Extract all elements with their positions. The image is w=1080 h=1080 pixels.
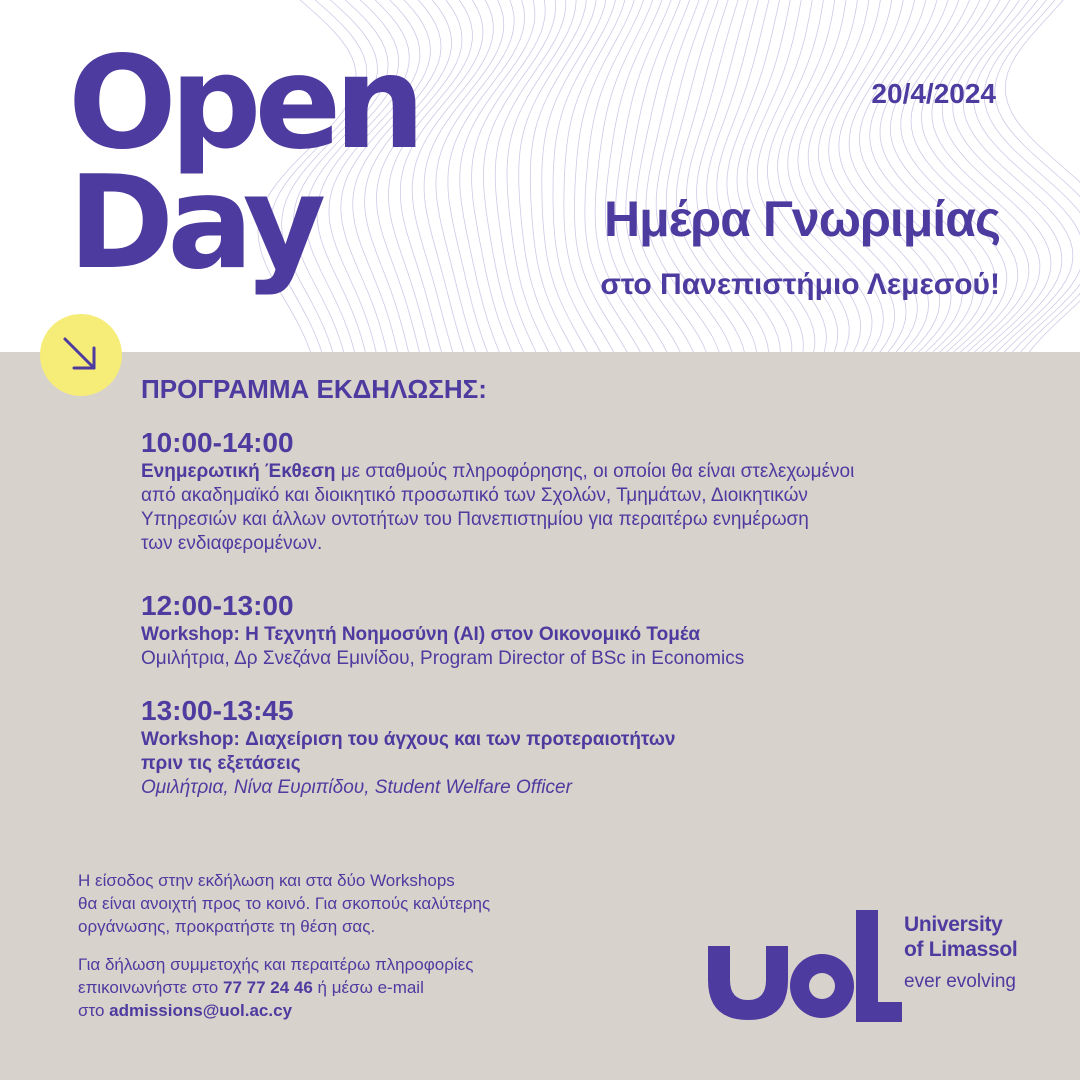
slot-desc-line: από ακαδημαϊκό και διοικητικό προσωπικό των Σχολών, Τμημάτων, Διοικητικών xyxy=(141,485,808,506)
title-line-day: Day xyxy=(68,149,320,298)
slot-workshop-title: πριν τις εξετάσεις xyxy=(141,753,301,774)
email-link[interactable]: admissions@uol.ac.cy xyxy=(109,1001,293,1020)
wave-line xyxy=(483,0,555,352)
contact-info-line xyxy=(78,999,473,1022)
slot-desc-line: Υπηρεσιών και άλλων οντοτήτων του Πανεπιστημίου για περαιτέρω ενημέρωση xyxy=(141,509,809,530)
slot-bold-lead: Ενημερωτική Έκθεση xyxy=(141,461,336,482)
arrow-badge xyxy=(40,314,122,396)
program-slot-2 xyxy=(141,589,1001,671)
title-line-open: Open xyxy=(68,29,419,178)
slot-speaker: Ομιλήτρια, Νίνα Ευριπίδου, Student Welfare Officer xyxy=(141,777,572,798)
entry-info-line: οργάνωσης, προκρατήστε τη θέση σας. xyxy=(78,917,376,936)
slot-description xyxy=(141,728,1001,800)
university-name xyxy=(904,912,1017,994)
wave-line xyxy=(519,0,587,352)
wave-line xyxy=(472,0,546,352)
contact-info-line: Για δήλωση συμμετοχής και περαιτέρω πληροφορίες xyxy=(78,955,474,974)
contact-text: επικοινωνήστε στο xyxy=(78,978,223,997)
slot-time: 13:00-13:45 xyxy=(141,695,294,726)
header-panel xyxy=(0,0,1080,352)
open-day-title xyxy=(68,29,419,298)
arrow-down-right-icon xyxy=(60,334,102,376)
slot-desc-line: με σταθμούς πληροφόρησης, οι οποίοι θα είναι στελεχωμένοι xyxy=(335,461,855,482)
contact-text: στο xyxy=(78,1001,110,1020)
logo-tagline: ever evolving xyxy=(904,971,1016,992)
slot-workshop-title: Workshop: Η Τεχνητή Νοημοσύνη (AI) στον Οικονομικό Τομέα xyxy=(141,624,701,645)
program-slot-1 xyxy=(141,426,1001,556)
headline: Ημέρα Γνωριμίας xyxy=(604,191,1000,247)
slot-description xyxy=(141,460,1001,556)
contact-info-line xyxy=(78,976,473,999)
event-date: 20/4/2024 xyxy=(871,78,996,109)
program-heading: ΠΡΟΓΡΑΜΜΑ ΕΚΔΗΛΩΣΗΣ: xyxy=(141,374,487,404)
slot-speaker: Ομιλήτρια, Δρ Σνεζάνα Εμινίδου, Program Director of BSc in Economics xyxy=(141,648,745,669)
entry-info xyxy=(78,869,490,938)
logo-line-limassol: of Limassol xyxy=(904,938,1018,961)
logo-line-university: University xyxy=(904,913,1003,936)
slot-time: 12:00-13:00 xyxy=(141,590,294,621)
slot-description xyxy=(141,623,1001,671)
entry-info-line: Η είσοδος στην εκδήλωση και στα δύο Workshops xyxy=(78,871,455,890)
contact-text: ή μέσω e-mail xyxy=(312,978,424,997)
slot-time: 10:00-14:00 xyxy=(141,427,294,458)
uol-logo-icon xyxy=(706,910,902,1026)
slot-desc-line: των ενδιαφερομένων. xyxy=(141,533,323,554)
subheadline: στο Πανεπιστήμιο Λεμεσού! xyxy=(600,268,1000,301)
program-slot-3 xyxy=(141,694,1001,800)
entry-info-line: θα είναι ανοιχτή προς το κοινό. Για σκοπούς καλύτερης xyxy=(78,894,491,913)
phone-number[interactable]: 77 77 24 46 xyxy=(223,978,313,997)
contact-info xyxy=(78,953,473,1022)
slot-workshop-title: Workshop: Διαχείριση του άγχους και των προτεραιοτήτων xyxy=(141,729,676,750)
wave-line xyxy=(542,0,606,352)
